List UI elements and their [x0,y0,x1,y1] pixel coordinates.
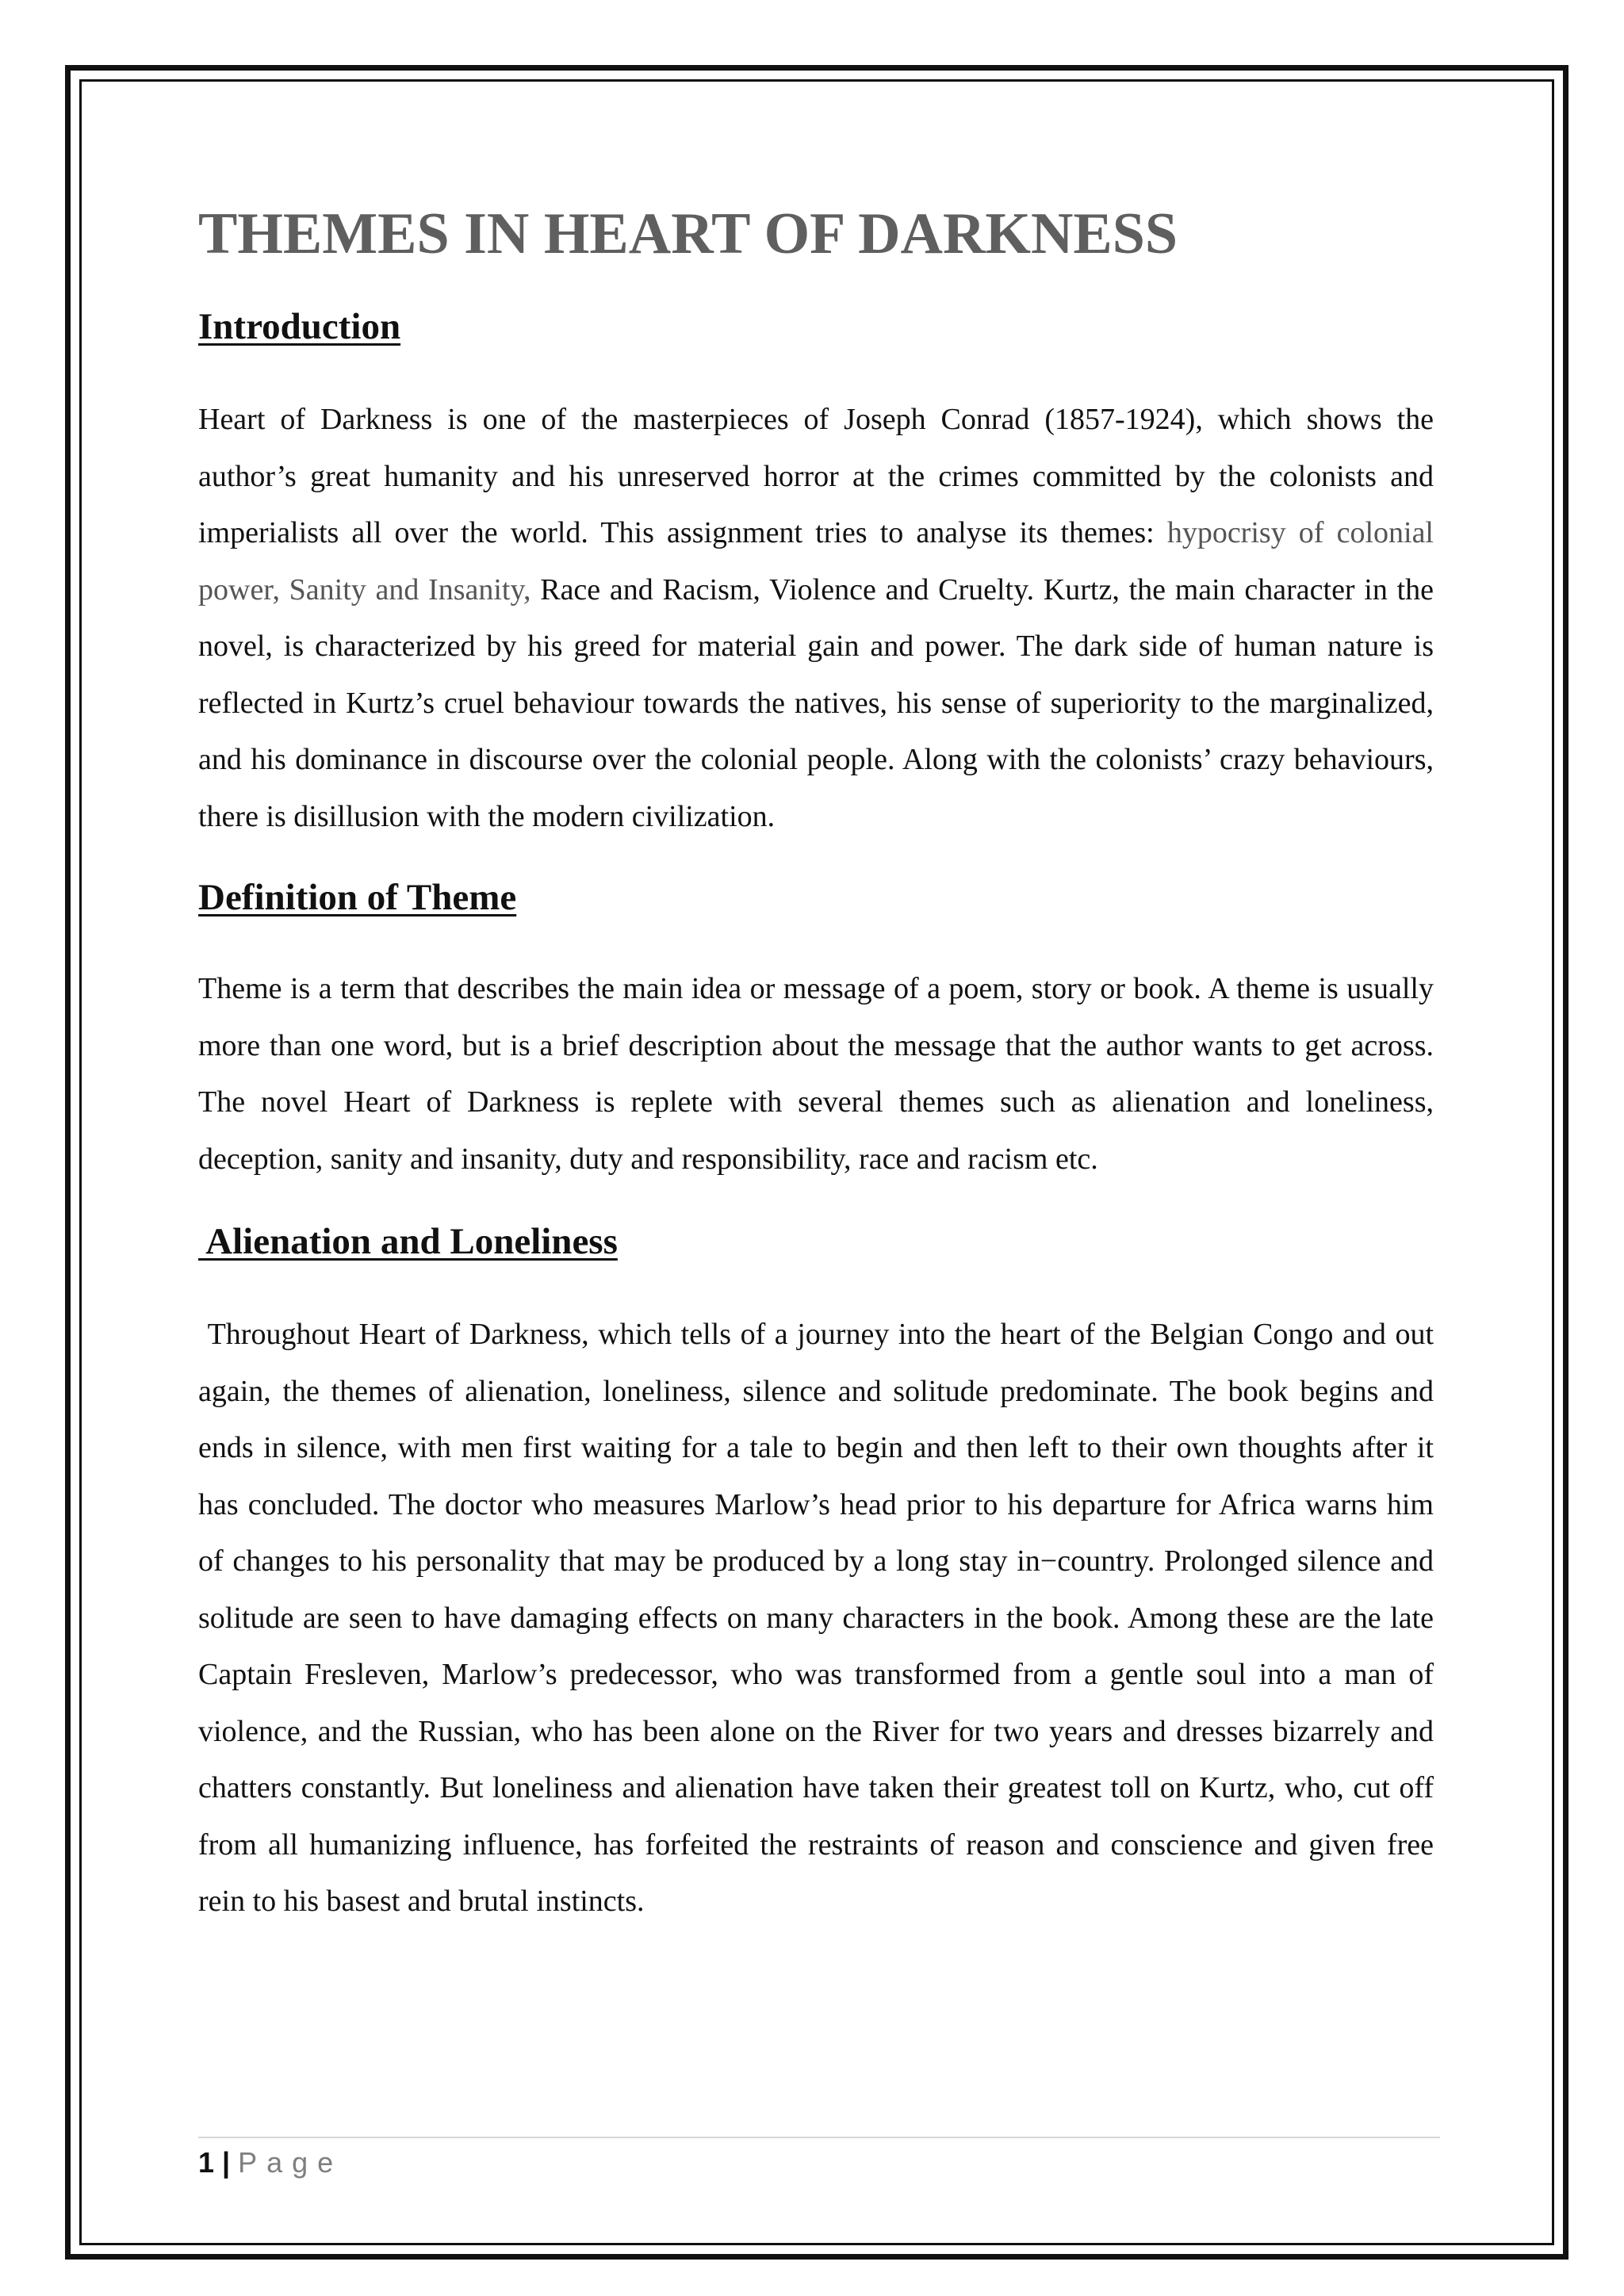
section-heading-alienation: Alienation and Loneliness [198,1221,618,1262]
section-heading-definition: Definition of Theme [198,877,517,918]
page-label: Page [238,2146,343,2179]
document-title: THEMES IN HEART OF DARKNESS [198,201,1178,266]
section-paragraph-alienation: Throughout Heart of Darkness, which tells of a journey into the heart of the Belgian Congo and out again, the themes of alienation, loneliness, silence and solitude predominate. The book begins and ends in silence, with men first waiting for a tale to begin and then left to their own thoughts after it has concluded. The doctor who measures Marlow’s head prior to his departure for Africa warns him of changes to his personality that may be produced by a long stay in−country. Prolonged silence and solitude are seen to have damaging effects on many characters in the book. Among these are the late Captain Fresleven, Marlow’s predecessor, who was transformed from a gentle soul into a man of violence, and the Russian, who has been alone on the River for two years and dresses bizarrely and chatters constantly. But loneliness and alienation have taken their greatest toll on Kurtz, who, cut off from all humanizing influence, has forfeited the restraints of reason and conscience and given free rein to his basest and brutal instincts. [198,1318,1442,1918]
page-number: 1 [198,2146,215,2179]
intro-text-highlight: hypocrisy of colonial power, Sanity and Insanity, [198,516,1442,607]
intro-text-part-2: Race and Racism, Violence and Cruelty. Kurtz, the main character in the novel, is characterized by his greed for material gain and power. The dark side of human nature is reflected in Kurtz’s cruel behaviour towards the natives, his sense of superiority to the marginalized, and his dominance in discourse over the colonial people. Along with the colonists’ crazy behaviours, there is disillusion with the modern civilization. [198,572,1442,833]
footer-separator: | [222,2146,231,2179]
document-body [198,198,1442,1931]
intro-text-part-1: Heart of Darkness is one of the masterpieces of Joseph Conrad (1857-1924), which shows the author’s great humanity and his unreserved horror at the crimes committed by the colonists and imperialists all over the world. This assignment tries to analyse its themes: [198,403,1442,549]
page-footer [198,2145,343,2180]
footer-divider [198,2137,1440,2138]
section-heading-introduction: Introduction [198,306,401,347]
section-paragraph-introduction [198,392,1442,845]
section-paragraph-definition: Theme is a term that describes the main idea or message of a poem, story or book. A theme is usually more than one word, but is a brief description about the message that the author wants to get across. The novel Heart of Darkness is replete with several themes such as alienation and loneliness, deception, sanity and insanity, duty and responsibility, race and racism etc. [198,972,1442,1176]
